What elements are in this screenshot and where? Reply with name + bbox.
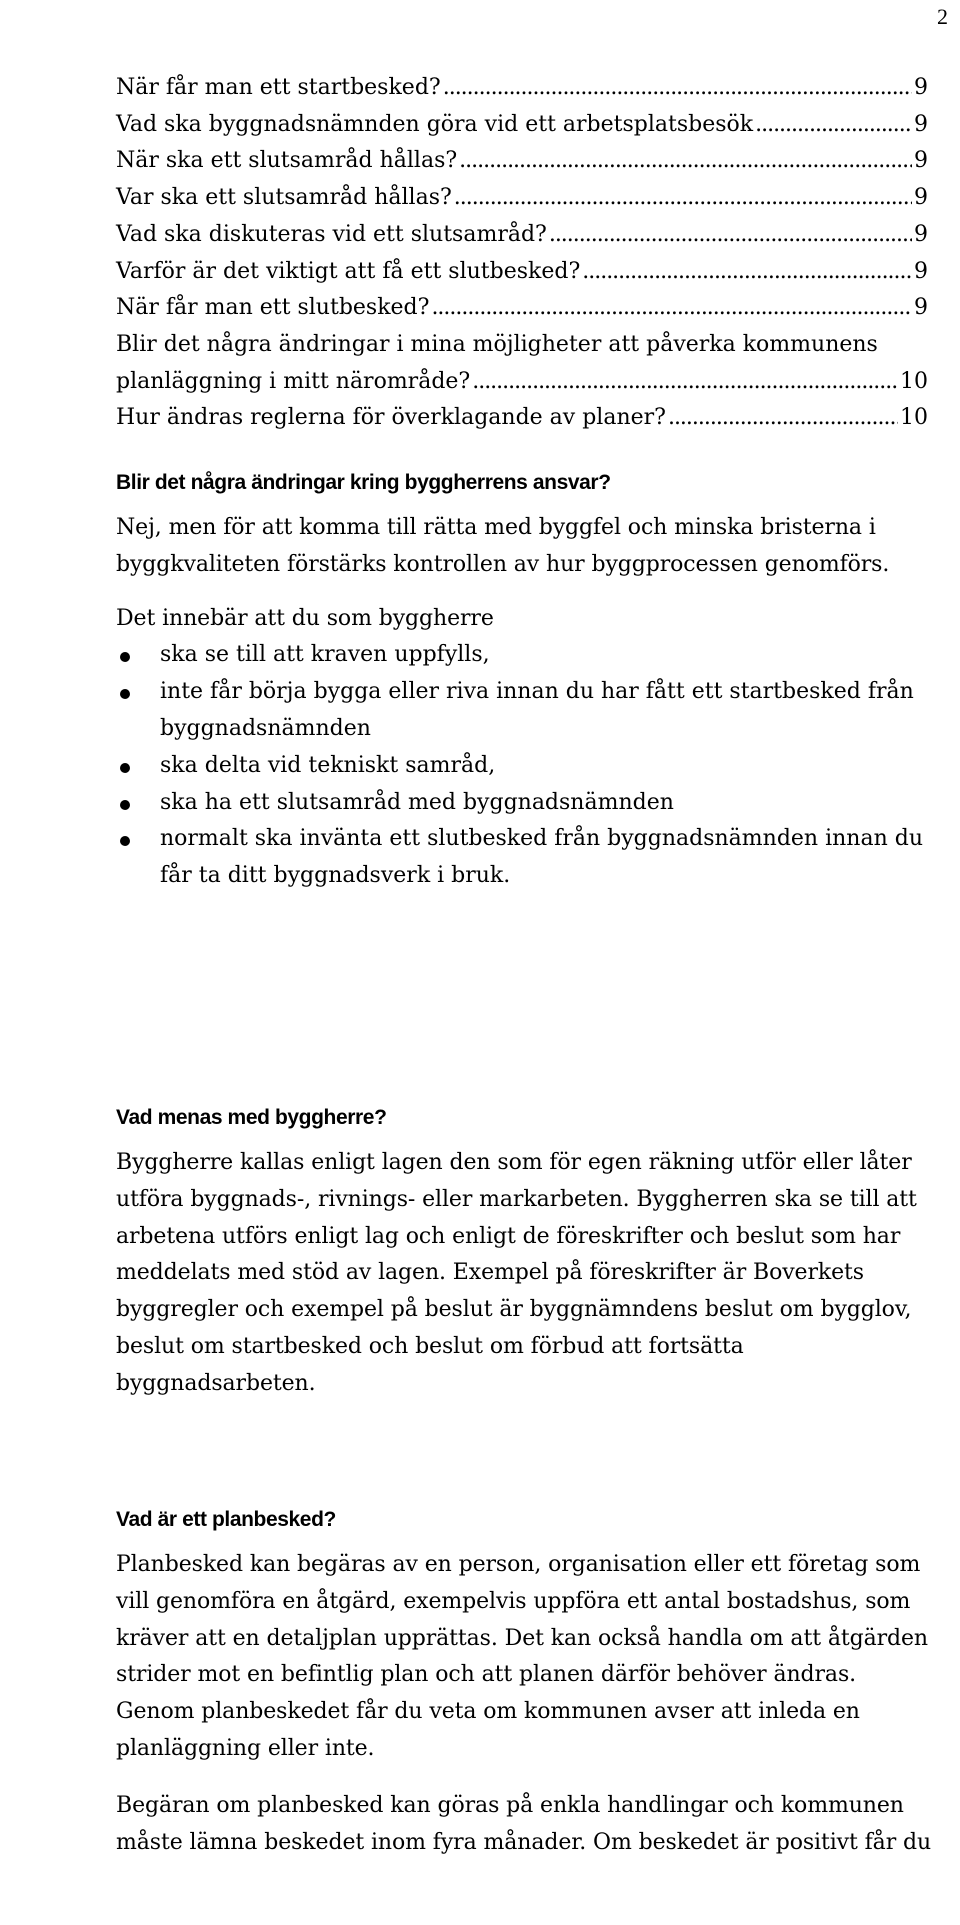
toc-entry[interactable] — [116, 143, 928, 180]
bullet-icon — [120, 836, 130, 846]
toc-entry-title: Hur ändras reglerna för överklagande av planer? — [116, 405, 666, 431]
paragraph: Begäran om planbesked kan göras på enkla handlingar och kommunen måste lämna beskedet inom fyra månader. Om beskedet är positivt får du — [116, 1792, 932, 1855]
bullet-icon — [120, 800, 130, 810]
section-heading: Vad är ett planbesked? — [116, 1508, 336, 1531]
toc-entry[interactable] — [116, 327, 928, 400]
toc-entry-title: När ska ett slutsamråd hållas? — [116, 148, 458, 174]
list-item — [116, 748, 934, 785]
toc-entry-page: 9 — [914, 148, 928, 174]
bullet-icon — [120, 689, 130, 699]
toc-entry-title: Vad ska byggnadsnämnden göra vid ett arbetsplatsbesök — [116, 111, 754, 137]
toc-leader-dots — [454, 180, 912, 217]
toc-entry[interactable] — [116, 400, 928, 437]
toc-entry-page: 10 — [900, 368, 928, 394]
toc-entry-title: Vad ska diskuteras vid ett slutsamråd? — [116, 221, 547, 247]
paragraph: Nej, men för att komma till rätta med byggfel och minska bristerna i byggkvaliteten förstärks kontrollen av hur byggprocessen genomförs. — [116, 515, 890, 577]
toc-entry-page: 9 — [914, 258, 928, 284]
toc-entry-page: 9 — [914, 185, 928, 211]
toc-entry-title-line1: Blir det några ändringar i mina möjligheter att påverka kommunens — [116, 331, 878, 357]
section-byggherrens-ansvar — [116, 468, 934, 895]
paragraph: Planbesked kan begäras av en person, organisation eller ett företag som vill genomföra en åtgärd, exempelvis uppföra ett antal bostadshus, som kräver att en detaljplan upprättas. Det kan också handla om att åtgärden strider mot en befintlig plan och att planen därför behöver ändras. Genom planbeskedet får du veta om kommunen avser att inleda en planläggning eller inte. — [116, 1552, 928, 1761]
list-item-text: ska se till att kraven uppfylls, — [160, 642, 490, 668]
toc-entry-page: 9 — [914, 111, 928, 137]
list-item — [116, 821, 934, 895]
toc-entry-title: Var ska ett slutsamråd hållas? — [116, 185, 452, 211]
list-item — [116, 637, 934, 674]
toc-entry-page: 10 — [900, 405, 928, 431]
toc-entry-title: planläggning i mitt närområde? — [116, 368, 471, 394]
toc-entry[interactable] — [116, 254, 928, 291]
toc-entry-page: 9 — [914, 75, 928, 100]
section-vad-ar-ett-planbesked — [116, 1505, 934, 1861]
toc-entry-page: 9 — [914, 295, 928, 321]
bullet-icon — [120, 763, 130, 773]
toc-entry[interactable] — [116, 70, 928, 107]
toc-entry-title: När får man ett slutbesked? — [116, 295, 430, 321]
toc-entry[interactable] — [116, 217, 928, 254]
list-item-text: ska delta vid tekniskt samråd, — [160, 752, 496, 778]
list-item — [116, 785, 934, 822]
bullet-icon — [120, 652, 130, 662]
section-heading: Vad menas med byggherre? — [116, 1106, 387, 1129]
list-item — [116, 674, 934, 748]
toc-leader-dots — [549, 217, 912, 254]
toc-leader-dots — [443, 70, 912, 107]
toc-leader-dots — [459, 143, 912, 180]
list-item-text: normalt ska invänta ett slutbesked från byggnadsnämnden innan du får ta ditt byggnadsverk i bruk. — [160, 826, 923, 889]
toc-entry-page: 9 — [914, 221, 928, 247]
list-item-text: inte får börja bygga eller riva innan du har fått ett startbesked från byggnadsnämnden — [160, 679, 914, 741]
list-item-text: ska ha ett slutsamråd med byggnadsnämnden — [160, 789, 674, 815]
section-heading: Blir det några ändringar kring byggherrens ansvar? — [116, 471, 611, 494]
toc-entry[interactable] — [116, 290, 928, 327]
toc-entry-title: När får man ett startbesked? — [116, 75, 441, 100]
toc-leader-dots — [582, 254, 912, 291]
bullet-list — [116, 637, 934, 895]
toc-leader-dots — [472, 364, 898, 401]
toc-leader-dots — [668, 400, 898, 437]
paragraph: Det innebär att du som byggherre — [116, 605, 494, 631]
toc-entry[interactable] — [116, 107, 928, 144]
toc-entry[interactable] — [116, 180, 928, 217]
toc-leader-dots — [431, 290, 912, 327]
section-vad-menas-med-byggherre — [116, 1103, 934, 1403]
page-number: 2 — [937, 4, 948, 29]
paragraph: Byggherre kallas enligt lagen den som för egen räkning utför eller låter utföra byggnads-, rivnings- eller markarbeten. Byggherren ska se till att arbetena utförs enligt lag och enligt de föreskrifter och beslut som har meddelats med stöd av lagen. Exempel på föreskrifter är Boverkets byggregler och exempel på beslut är byggnämndens beslut om bygglov, beslut om startbesked och beslut om förbud att fortsätta byggnadsarbeten. — [116, 1150, 917, 1396]
toc-leader-dots — [755, 107, 912, 144]
toc-entry-title: Varför är det viktigt att få ett slutbesked? — [116, 258, 581, 284]
table-of-contents — [116, 70, 928, 437]
